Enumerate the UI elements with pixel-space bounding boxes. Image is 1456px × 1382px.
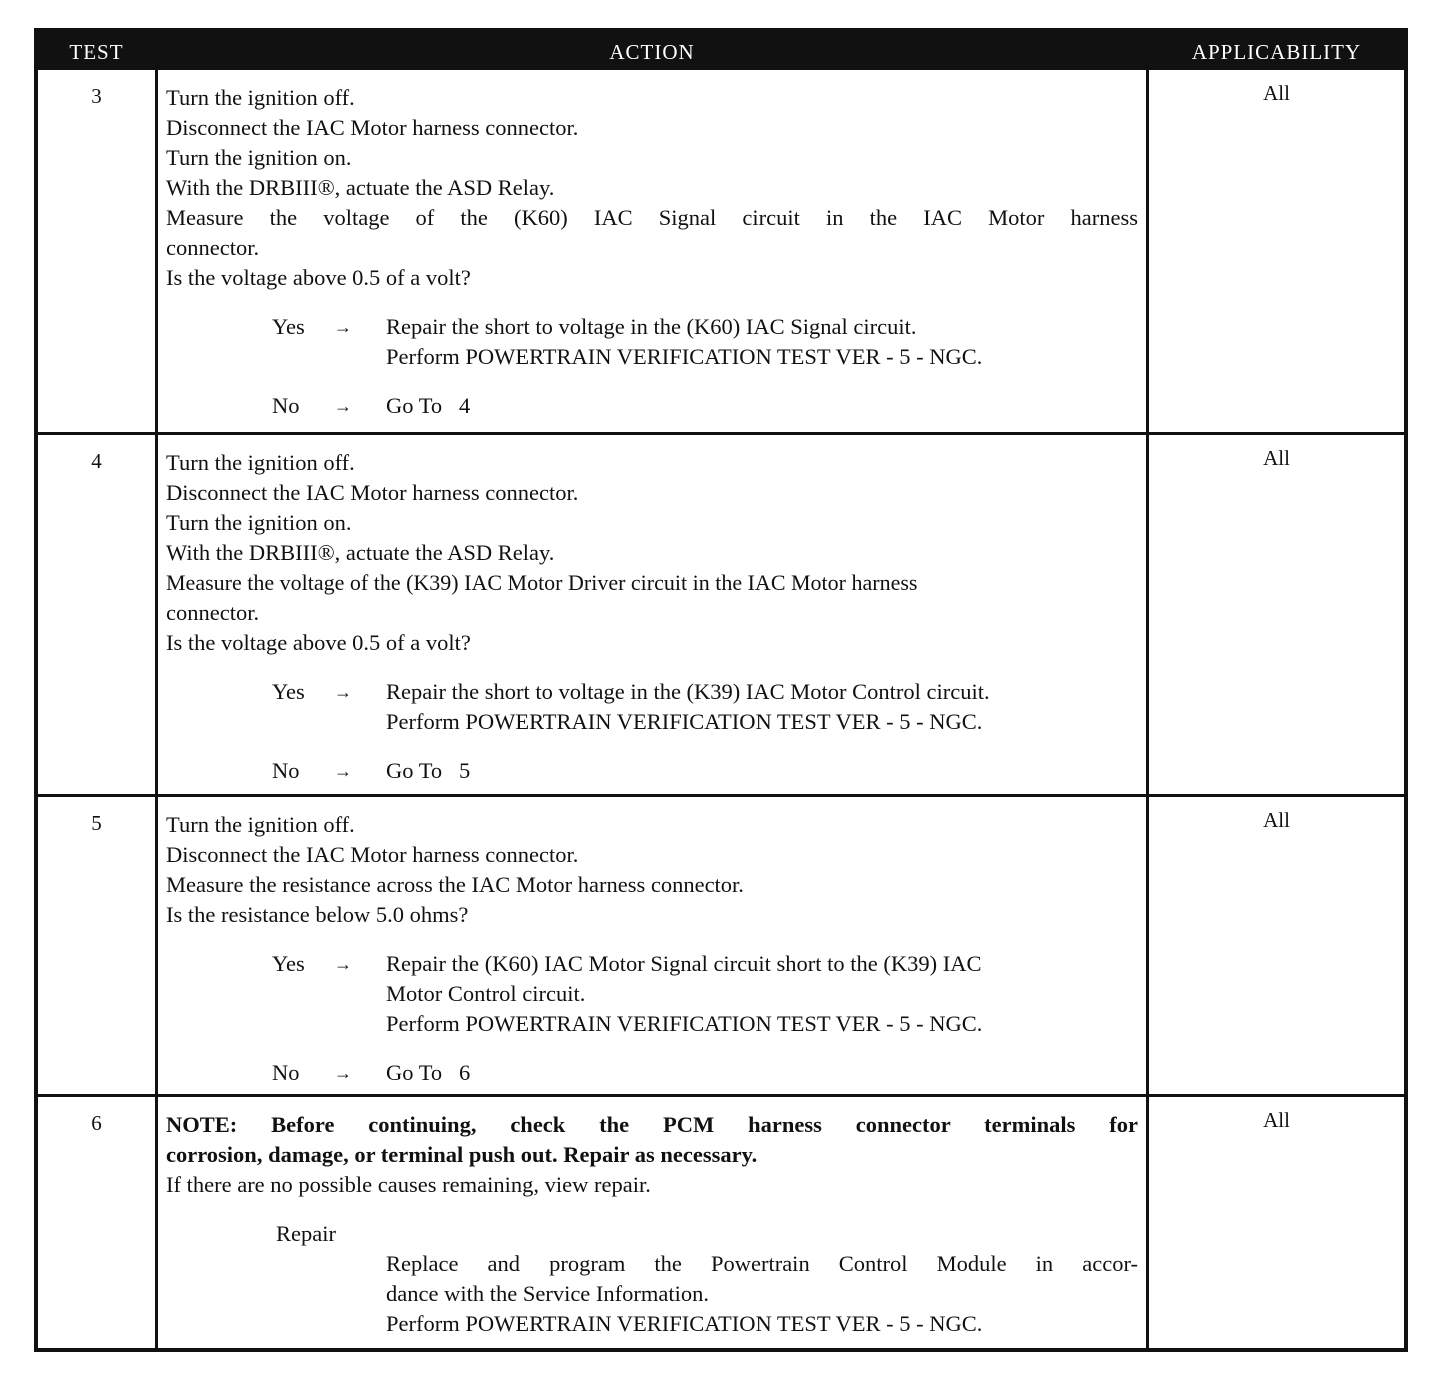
no-action-text: Go To 6 xyxy=(386,1060,471,1085)
test-number: 3 xyxy=(91,84,102,108)
action-line: Measure the resistance across the IAC Motor harness connector. xyxy=(166,872,744,897)
test-number: 4 xyxy=(91,449,102,473)
no-branch xyxy=(166,1058,1138,1088)
repair-action-line: Replace and program the Powertrain Control Module in accor- xyxy=(386,1251,1138,1276)
no-label: No xyxy=(272,1060,300,1085)
no-branch xyxy=(166,391,1138,421)
no-branch xyxy=(166,756,1138,786)
applicability-cell: All xyxy=(1263,808,1290,832)
arrow-icon: → xyxy=(334,1063,352,1083)
action-line: Turn the ignition off. xyxy=(166,85,355,110)
arrow-icon: → xyxy=(334,954,352,974)
action-line: Is the voltage above 0.5 of a volt? xyxy=(166,630,471,655)
yes-label: Yes xyxy=(272,951,305,976)
action-line: Turn the ignition on. xyxy=(166,145,352,170)
action-line: connector. xyxy=(166,235,260,260)
arrow-icon: → xyxy=(334,317,352,337)
yes-action-line: Repair the short to voltage in the (K60) IAC Signal circuit. xyxy=(386,314,917,339)
note-line: corrosion, damage, or terminal push out. Repair as necessary. xyxy=(166,1142,758,1167)
header-action: ACTION xyxy=(609,40,695,64)
action-cell xyxy=(155,797,1149,1094)
arrow-icon: → xyxy=(334,396,352,416)
no-action-text: Go To 5 xyxy=(386,758,471,783)
yes-branch xyxy=(166,949,1138,1039)
repair-action-line: Perform POWERTRAIN VERIFICATION TEST VER - 5 - NGC. xyxy=(386,1311,983,1336)
action-line: Is the resistance below 5.0 ohms? xyxy=(166,902,469,927)
action-line: With the DRBIII®, actuate the ASD Relay. xyxy=(166,540,555,565)
repair-label: Repair xyxy=(276,1221,336,1246)
action-line: With the DRBIII®, actuate the ASD Relay. xyxy=(166,175,555,200)
yes-label: Yes xyxy=(272,679,305,704)
diagnostic-test-table xyxy=(34,28,1408,1352)
yes-action-line: Repair the (K60) IAC Motor Signal circuit short to the (K39) IAC xyxy=(386,951,982,976)
yes-action-line: Perform POWERTRAIN VERIFICATION TEST VER - 5 - NGC. xyxy=(386,709,983,734)
yes-action-line: Perform POWERTRAIN VERIFICATION TEST VER - 5 - NGC. xyxy=(386,344,983,369)
action-line: Turn the ignition on. xyxy=(166,510,352,535)
applicability-cell: All xyxy=(1263,1108,1290,1132)
header-test: TEST xyxy=(69,40,124,64)
no-label: No xyxy=(272,393,300,418)
action-line: Measure the voltage of the (K39) IAC Motor Driver circuit in the IAC Motor harness xyxy=(166,570,918,595)
action-line: Is the voltage above 0.5 of a volt? xyxy=(166,265,471,290)
applicability-cell: All xyxy=(1263,446,1290,470)
arrow-icon: → xyxy=(334,761,352,781)
action-line: If there are no possible causes remaining, view repair. xyxy=(166,1172,651,1197)
table-row xyxy=(38,794,1404,1094)
action-line: Disconnect the IAC Motor harness connector. xyxy=(166,480,579,505)
table-header xyxy=(38,32,1404,70)
action-line: Disconnect the IAC Motor harness connector. xyxy=(166,115,579,140)
action-line: Turn the ignition off. xyxy=(166,812,355,837)
repair-action-line: dance with the Service Information. xyxy=(386,1281,710,1306)
action-cell xyxy=(155,1097,1149,1348)
yes-action-line: Repair the short to voltage in the (K39) IAC Motor Control circuit. xyxy=(386,679,990,704)
table-row xyxy=(38,432,1404,794)
table-row xyxy=(38,70,1404,432)
no-label: No xyxy=(272,758,300,783)
test-number: 6 xyxy=(91,1111,102,1135)
yes-branch xyxy=(166,677,1138,737)
header-applicability: APPLICABILITY xyxy=(1191,40,1362,64)
note-line: NOTE: Before continuing, check the PCM harness connector terminals for xyxy=(166,1112,1138,1137)
action-line: connector. xyxy=(166,600,260,625)
yes-action-line: Perform POWERTRAIN VERIFICATION TEST VER - 5 - NGC. xyxy=(386,1011,983,1036)
applicability-cell: All xyxy=(1263,81,1290,105)
no-action-text: Go To 4 xyxy=(386,393,471,418)
yes-action-line: Motor Control circuit. xyxy=(386,981,586,1006)
table-row xyxy=(38,1094,1404,1348)
yes-label: Yes xyxy=(272,314,305,339)
action-line: Disconnect the IAC Motor harness connector. xyxy=(166,842,579,867)
yes-branch xyxy=(166,312,1138,372)
repair-branch xyxy=(166,1219,1138,1339)
arrow-icon: → xyxy=(334,682,352,702)
test-number: 5 xyxy=(91,811,102,835)
action-cell xyxy=(155,70,1149,432)
action-line: Turn the ignition off. xyxy=(166,450,355,475)
action-cell xyxy=(155,435,1149,794)
action-line: Measure the voltage of the (K60) IAC Signal circuit in the IAC Motor harness xyxy=(166,205,1138,230)
